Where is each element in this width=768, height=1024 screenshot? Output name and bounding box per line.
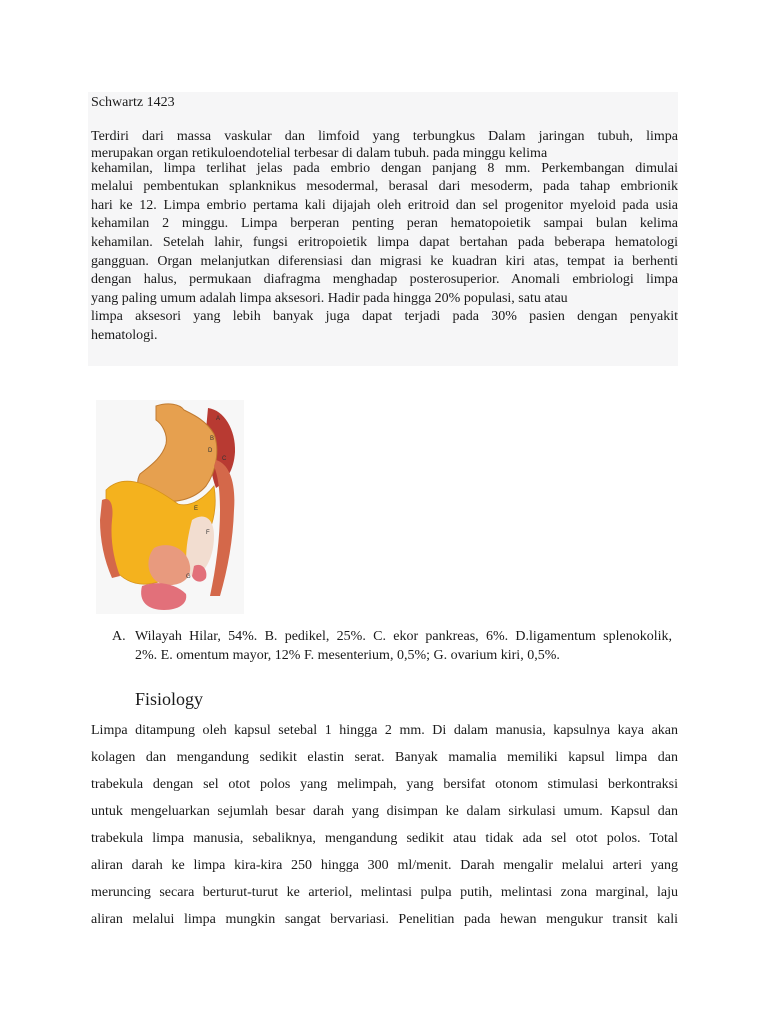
intro-paragraph: [91, 128, 678, 346]
paragraph-line: untuk mengeluarkan sejumlah besar darah yang disimpan ke dalam sirkulasi umum. Kapsul dan: [91, 804, 678, 819]
paragraph-line: trabekula dengan sel otot polos yang melimpah, yang bersifat otonom stimulasi berkontraksi: [91, 777, 678, 792]
anatomy-illustration: [96, 400, 244, 614]
figure-label: E: [194, 506, 199, 512]
figure-label: A: [216, 416, 221, 422]
caption-line: Wilayah Hilar, 54%. B. pedikel, 25%. C. ekor pankreas, 6%. D.ligamentum splenokolik,: [135, 629, 672, 644]
paragraph-line: aliran melalui limpa mungkin sangat bervariasi. Penelitian pada hewan mengukur transit kali: [91, 912, 678, 927]
list-marker: A.: [112, 629, 126, 644]
paragraph-line: merupakan organ retikuloendotelial terbesar di dalam tubuh. pada minggu kelima: [91, 145, 548, 161]
caption-line: 2%. E. omentum mayor, 12% F. mesenterium, 0,5%; G. ovarium kiri, 0,5%.: [135, 648, 560, 663]
paragraph-line: meruncing secara berturut-turut ke arteriol, melintasi pulpa putih, melintasi zona marginal, laju: [91, 885, 678, 900]
figure-label: B: [210, 436, 215, 442]
reference-heading: Schwartz 1423: [91, 95, 175, 110]
paragraph-line: kehamilan, limpa terlihat jelas pada embrio dengan panjang 8 mm. Perkembangan dimulai: [91, 160, 678, 176]
spleen-anatomy-svg: [96, 400, 244, 614]
figure-label: D: [208, 448, 213, 454]
paragraph-line: aliran darah ke limpa kira-kira 250 hingga 300 ml/menit. Darah mengalir melalui arteri yang: [91, 858, 678, 873]
paragraph-line: yang paling umum adalah limpa aksesori. Hadir pada hingga 20% populasi, satu atau: [91, 290, 568, 306]
paragraph-line: trabekula limpa manusia, sebaliknya, mengandung sedikit atau tidak ada sel otot polos. Total: [91, 831, 678, 846]
paragraph-line: kehamilan 2 minggu. Limpa berperan penting peran hematopoietik sampai bulan kelima: [91, 216, 678, 232]
figure-label: G: [186, 574, 191, 580]
paragraph-line: Limpa ditampung oleh kapsul setebal 1 hingga 2 mm. Di dalam manusia, kapsulnya kaya akan: [91, 723, 678, 738]
paragraph-line: hematologi.: [91, 327, 158, 343]
figure-label: C: [222, 456, 227, 462]
physiology-paragraph: [91, 717, 678, 933]
figure-label: F: [206, 530, 210, 536]
paragraph-line: gangguan. Organ melanjutkan diferensiasi dan migrasi ke kuadran kiri atas, tempat ia berhenti: [91, 253, 678, 269]
uterus-shape: [141, 583, 186, 610]
paragraph-line: limpa aksesori yang lebih banyak juga dapat terjadi pada 30% pasien dengan penyakit: [91, 309, 678, 325]
caption-text: [135, 627, 672, 665]
section-heading: Fisiology: [135, 689, 204, 709]
paragraph-line: kehamilan. Setelah lahir, fungsi eritropoietik limpa dapat bertahan pada beberapa hematologi: [91, 234, 678, 250]
paragraph-line: hari ke 12. Limpa embrio pertama kali dijajah oleh eritroid dan sel progenitor myeloid pada usia: [91, 197, 678, 213]
paragraph-line: kolagen dan mengandung sedikit elastin serat. Banyak mamalia memiliki kapsul limpa dan: [91, 750, 678, 765]
paragraph-line: Terdiri dari massa vaskular dan limfoid yang terbungkus Dalam jaringan tubuh, limpa: [91, 129, 678, 144]
paragraph-line: melalui pembentukan splanknikus mesodermal, berasal dari mesoderm, pada tahap embrionik: [91, 179, 678, 195]
paragraph-line: dengan halus, permukaan diafragma menghadap posterosuperior. Anomali embriologi limpa: [91, 272, 678, 288]
figure-caption: [112, 627, 672, 665]
